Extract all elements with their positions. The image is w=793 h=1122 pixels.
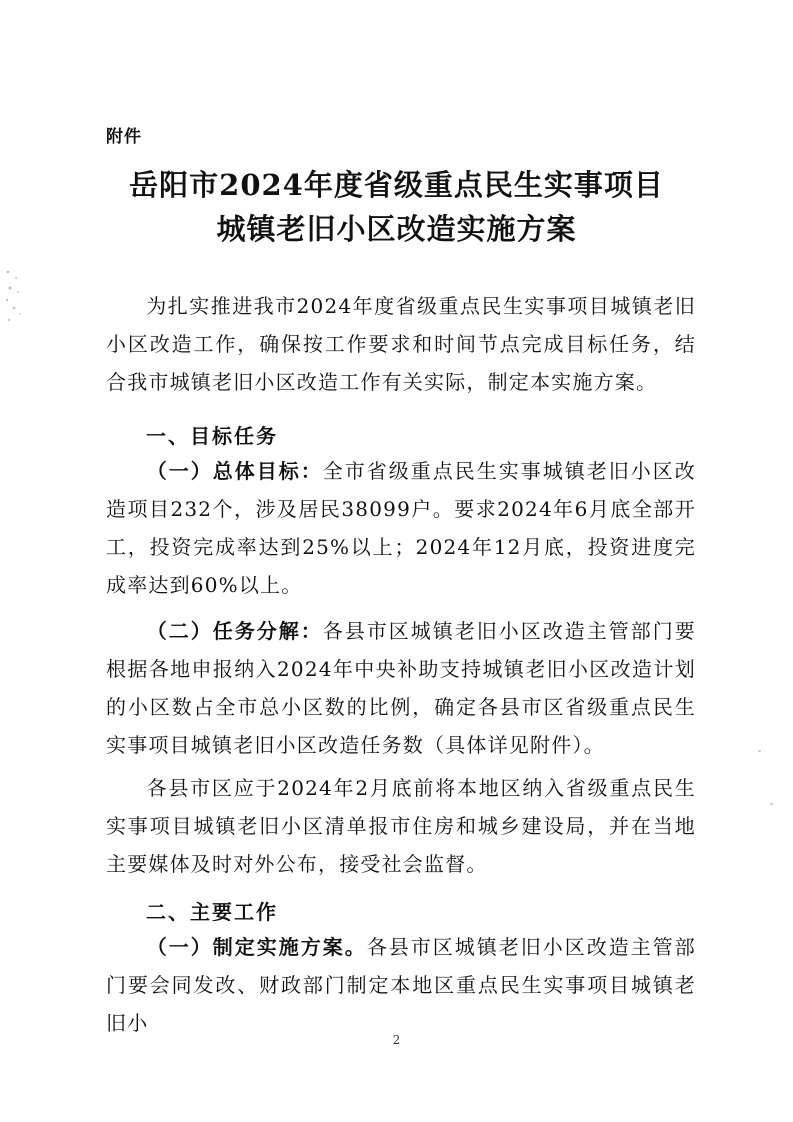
attachment-label: 附件 [106,127,142,147]
page-number: 2 [392,1033,401,1047]
intro-text: 为扎实推进我市2024年度省级重点民生实事项目城镇老旧小区改造工作，确保按工作要求和时间节点完成目标任务，结合我市城镇老旧小区改造工作有关实际，制定本实施方案。 [106,294,696,394]
item-2-text: 各县市区城镇老旧小区改造主管部门要根据各地申报纳入2024年中央补助支持城镇老旧小区改造计划的小区数占全市总小区数的比例，确定各县市区省级重点民生实事项目城镇老旧小区改造任务数（具体详见附件）。 [106,619,696,757]
stamp-bleed-mark [2,262,26,332]
section-2-item-1 [106,928,696,1042]
intro-paragraph [106,287,696,401]
section-1-item-2 [106,612,696,764]
section-2-item-1-text: 各县市区城镇老旧小区改造主管部门要会同发改、财政部门制定本地区重点民生实事项目城镇老旧小 [106,935,697,1035]
scan-speck [758,750,761,752]
item-2-lead: （二）任务分解： [146,619,323,643]
section-2-heading: 二、主要工作 [146,900,278,924]
item-1-text: 全市省级重点民生实事城镇老旧小区改造项目232个，涉及居民38099户。要求2024年6月底全部开工，投资完成率达到25%以上；2024年12月底，投资进度完成率达到60%以上。 [106,459,696,597]
section-1-paragraph-3 [106,769,696,883]
section-1-item-1 [106,452,696,604]
section-2-item-1-lead: （一）制定实施方案。 [146,935,367,959]
document-title-line-1: 岳阳市2024年度省级重点民生实事项目 [129,168,664,202]
scan-speck [770,803,773,805]
section-1-heading: 一、目标任务 [146,424,278,448]
item-1-lead: （一）总体目标： [146,459,323,483]
para-3-text: 各县市区应于2024年2月底前将本地区纳入省级重点民生实事项目城镇老旧小区清单报市住房和城乡建设局，并在当地主要媒体及时对外公布，接受社会监督。 [106,776,696,876]
document-title-line-2: 城镇老旧小区改造实施方案 [216,212,577,246]
